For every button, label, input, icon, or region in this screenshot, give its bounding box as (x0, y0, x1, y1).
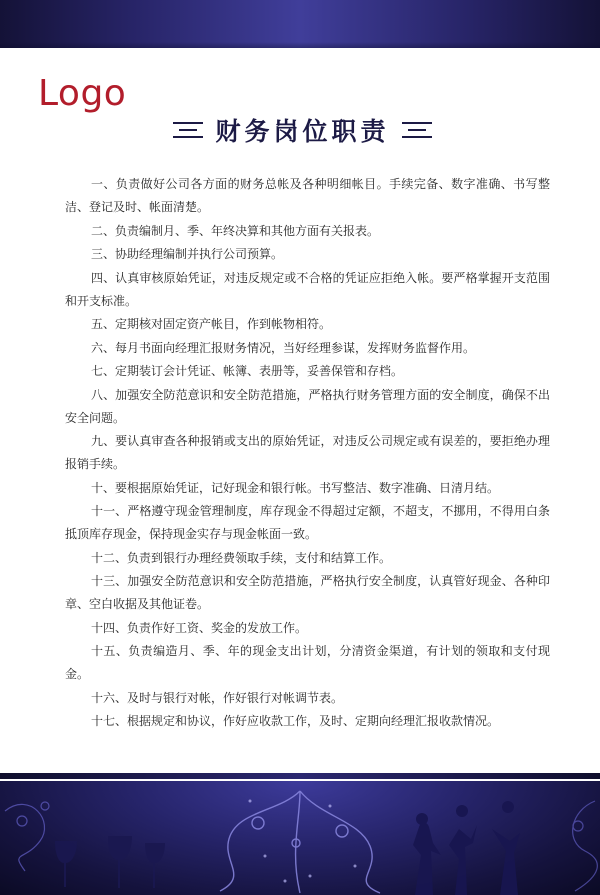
duty-item: 五、定期核对固定资产帐目，作到帐物相符。 (91, 317, 332, 331)
title-block (145, 113, 460, 147)
logo: Logo (38, 73, 127, 114)
duties-list (65, 173, 550, 734)
duty-item: 十五、负责编造月、季、年的现金支出计划，分清资金渠道，有计划的领取和支付现金。 (65, 644, 550, 681)
duty-item: 八、加强安全防范意识和安全防范措施，严格执行财务管理方面的安全制度，确保不出安全问题。 (65, 387, 550, 425)
floral-ornament-center (220, 791, 380, 893)
duty-item: 九、要认真审查各种报销或支出的原始凭证，对违反公司规定或有误差的，要拒绝办理报销手续。 (65, 434, 550, 471)
footer-decoration (0, 781, 600, 895)
sparkle-dots (249, 800, 357, 883)
swirl-ornament-right (573, 801, 598, 891)
duty-item: 十四、负责作好工资、奖金的发放工作。 (91, 620, 308, 635)
duty-item: 十、要根据原始凭证，记好现金和银行帐。书写整洁、数字准确、日清月结。 (91, 480, 500, 495)
duty-item: 三、协助经理编制并执行公司预算。 (91, 247, 284, 261)
duty-item: 一、负责做好公司各方面的财务总帐及各种明细帐目。手续完备、数字准确、书写整洁、登记及时、帐面清楚。 (65, 177, 550, 214)
duty-item: 七、定期装订会计凭证、帐簿、表册等，妥善保管和存档。 (91, 364, 404, 378)
title-decoration-left (173, 122, 203, 138)
duty-item: 四、认真审核原始凭证，对违反规定或不合格的凭证应拒绝入帐。要严格掌握开支范围和开支标准。 (65, 270, 550, 308)
footer-divider (0, 773, 600, 779)
wine-glass-icons (55, 836, 165, 888)
page-title: 财务岗位职责 (215, 117, 390, 146)
title-decoration-right (402, 122, 432, 138)
duty-item: 六、每月书面向经理汇报财务情况，当好经理参谋，发挥财务监督作用。 (91, 340, 476, 355)
footer-banner (0, 781, 600, 895)
duty-item: 二、负责编制月、季、年终决算和其他方面有关报表。 (91, 223, 380, 238)
duty-item: 十三、加强安全防范意识和安全防范措施，严格执行安全制度，认真管好现金、各种印章、空白收据及其他证卷。 (65, 574, 550, 611)
duty-item: 十七、根据规定和协议，作好应收款工作，及时、定期向经理汇报收款情况。 (91, 714, 500, 728)
duty-item: 十二、负责到银行办理经费领取手续，支付和结算工作。 (91, 550, 392, 565)
duty-item: 十一、严格遵守现金管理制度，库存现金不得超过定额，不超支，不挪用，不得用白条抵顶库存现金，保持现金实存与现金帐面一致。 (65, 504, 550, 541)
top-banner (0, 0, 600, 48)
duty-item: 十六、及时与银行对帐，作好银行对帐调节表。 (91, 690, 344, 705)
dancer-silhouettes (413, 801, 520, 895)
swirl-ornament-left (5, 802, 49, 871)
